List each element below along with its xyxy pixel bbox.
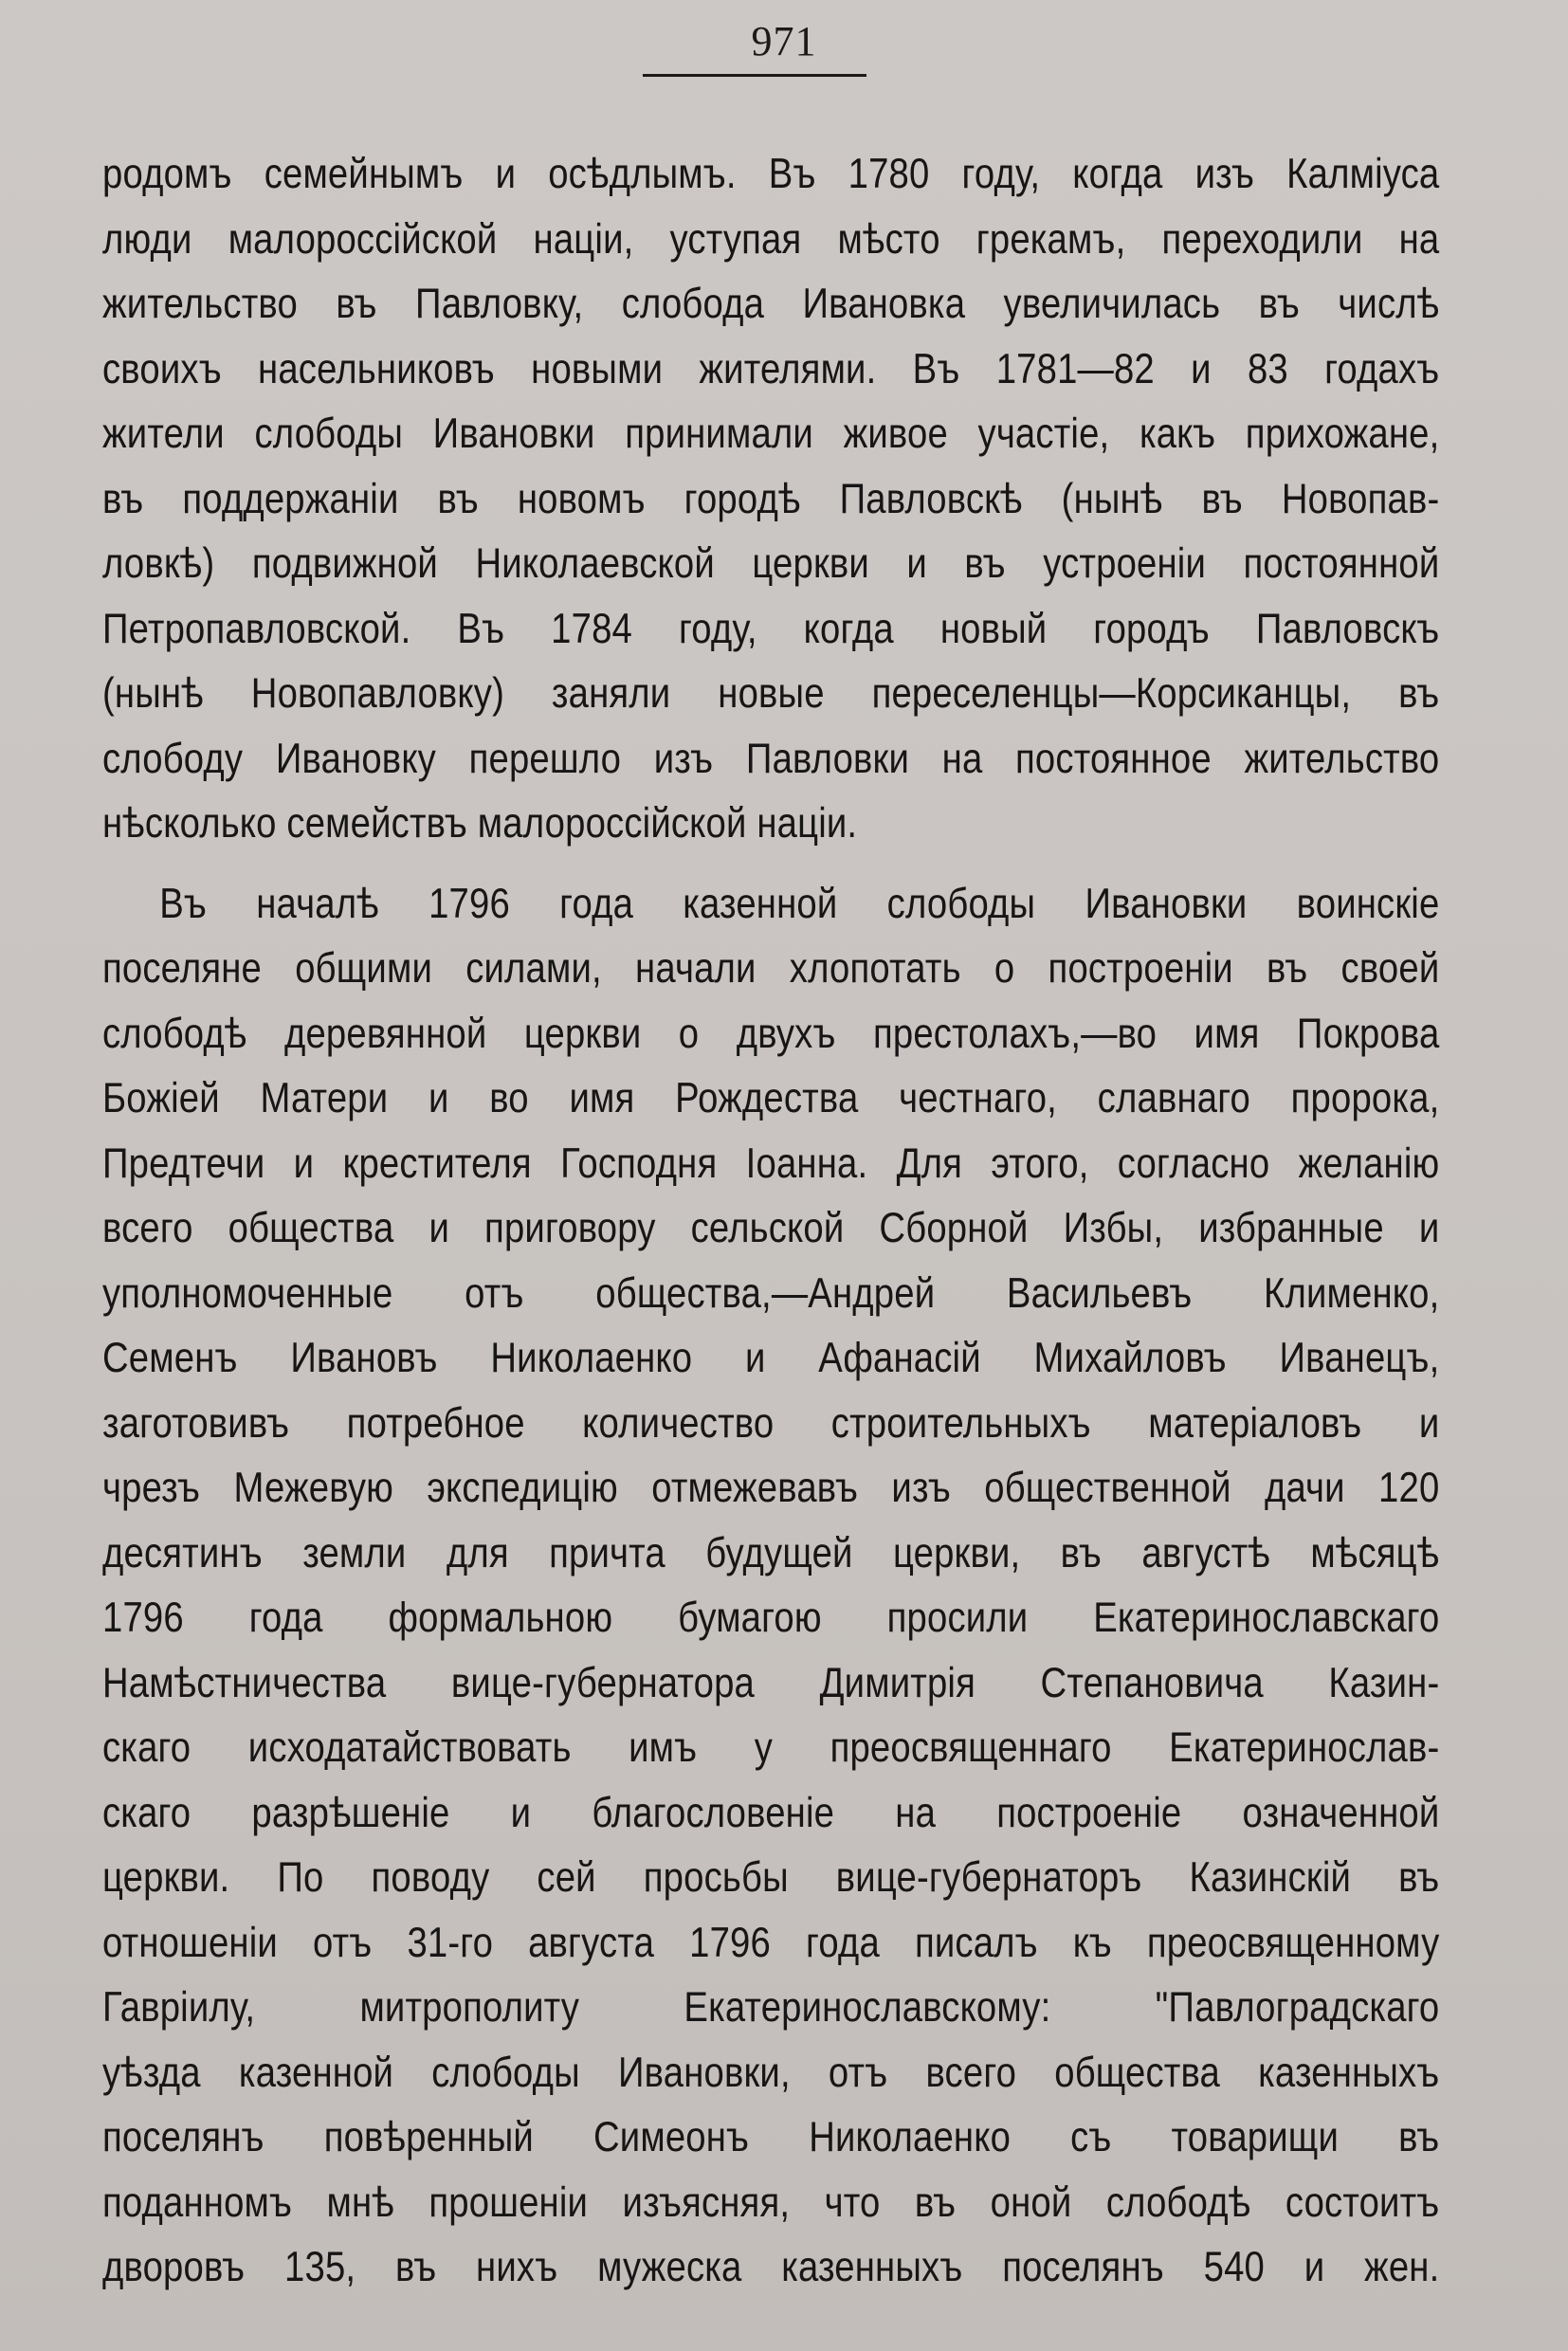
- text-line: скаго разрѣшеніе и благословеніе на построеніе означенной: [102, 1789, 1440, 1836]
- text-line: уѣзда казенной слободы Ивановки, отъ всего общества казенныхъ: [102, 2049, 1440, 2096]
- text-line: скаго исходатайствовать имъ у преосвященнаго Екатеринослав-: [102, 1724, 1440, 1771]
- text-line: Семенъ Ивановъ Николаенко и Афанасій Михайловъ Иванецъ,: [102, 1335, 1440, 1381]
- text-line: Предтечи и крестителя Господня Іоанна. Для этого, согласно желанію: [102, 1139, 1440, 1187]
- page-number: 971: [751, 18, 817, 64]
- text-line: церкви. По поводу сей просьбы вице-губернаторъ Казинскій въ: [102, 1854, 1440, 1901]
- text-line: Божіей Матери и во имя Рождества честнаго, славнаго пророка,: [102, 1075, 1440, 1121]
- text-line: своихъ насельниковъ новыми жителями. Въ 1781—82 и 83 годахъ: [102, 345, 1440, 392]
- text-line: жительство въ Павловку, слобода Ивановка увеличилась въ числѣ: [102, 281, 1440, 327]
- text-line: поданномъ мнѣ прошеніи изъясняя, что въ оной слободѣ состоитъ: [102, 2178, 1440, 2226]
- text-line: родомъ семейнымъ и осѣдлымъ. Въ 1780 году, когда изъ Калміуса: [102, 151, 1440, 197]
- text-line: уполномоченные отъ общества,—Андрей Васильевъ Клименко,: [102, 1269, 1440, 1317]
- paragraph-2: [102, 872, 1439, 2301]
- paragraph-gap: [102, 857, 1439, 872]
- text-line: въ поддержаніи въ новомъ городѣ Павловскѣ (нынѣ въ Новопав-: [102, 475, 1440, 522]
- text-line: поселянъ повѣренный Симеонъ Николаенко съ товарищи въ: [102, 2114, 1440, 2160]
- text-line: заготовивъ потребное количество строительныхъ матеріаловъ и: [102, 1399, 1440, 1447]
- text-line: поселяне общими силами, начали хлопотать о построеніи въ своей: [102, 945, 1440, 992]
- text-line: десятинъ земли для причта будущей церкви, въ августѣ мѣсяцѣ: [102, 1529, 1440, 1576]
- text-line: Въ началѣ 1796 года казенной слободы Ивановки воинскіе: [159, 880, 1440, 927]
- text-line: дворовъ 135, въ нихъ мужеска казенныхъ поселянъ 540 и жен.: [102, 2244, 1440, 2290]
- text-line: жители слободы Ивановки принимали живое участіе, какъ прихожане,: [102, 410, 1440, 457]
- text-line: чрезъ Межевую экспедицію отмежевавъ изъ общественной дачи 120: [102, 1465, 1440, 1511]
- text-line: отношеніи отъ 31-го августа 1796 года писалъ къ преосвященному: [102, 1919, 1440, 1966]
- page-number-rule: [643, 74, 866, 77]
- text-line: (нынѣ Новопавловку) заняли новые переселенцы—Корсиканцы, въ: [102, 670, 1440, 717]
- text-line: всего общества и приговору сельской Сборной Избы, избранные и: [102, 1205, 1440, 1251]
- text-line: 1796 года формальною бумагою просили Екатеринославскаго: [102, 1595, 1440, 1641]
- text-line: нѣсколько семействъ малороссійской націи.: [102, 800, 858, 847]
- text-line: слободу Ивановку перешло изъ Павловки на постоянное жительство: [102, 735, 1440, 782]
- text-line: Петропавловской. Въ 1784 году, когда новый городъ Павловскъ: [102, 605, 1440, 652]
- paragraph-1: [102, 142, 1439, 857]
- text-line: люди малороссійской націи, уступая мѣсто грекамъ, переходили на: [102, 215, 1440, 263]
- text-line: ловкѣ) подвижной Николаевской церкви и въ устроеніи постоянной: [102, 540, 1440, 587]
- text-line: Гавріилу, митрополиту Екатеринославскому: "Павлоградскаго: [102, 1984, 1440, 2031]
- text-line: Намѣстничества вице-губернатора Димитрія Степановича Казин-: [102, 1659, 1440, 1706]
- text-line: слободѣ деревянной церкви о двухъ престолахъ,—во имя Покрова: [102, 1010, 1440, 1057]
- body-text: [102, 142, 1439, 2301]
